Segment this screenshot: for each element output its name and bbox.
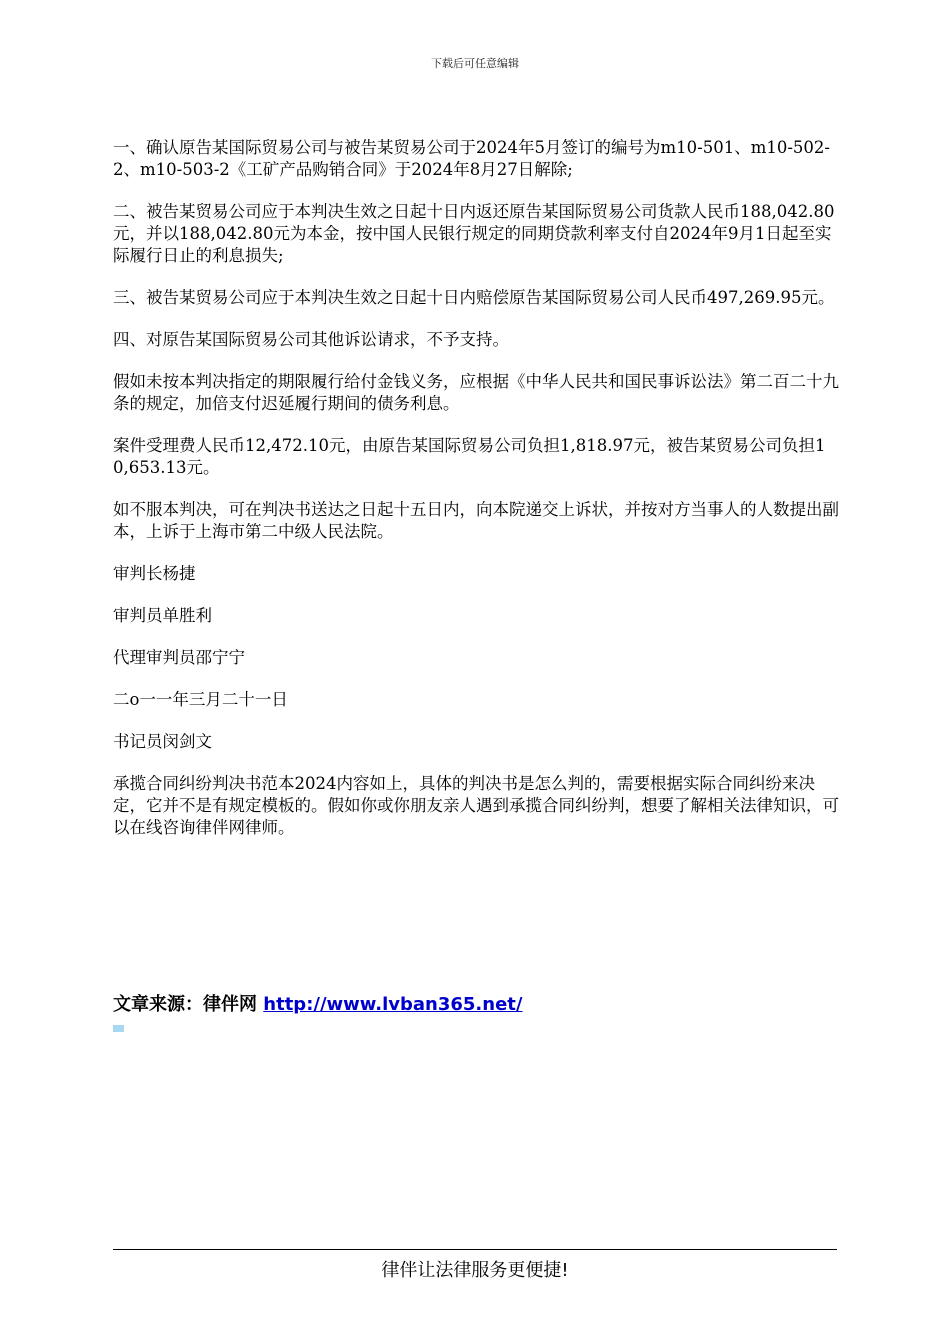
- paragraph-ruling-1: 一、确认原告某国际贸易公司与被告某贸易公司于2024年5月签订的编号为m10-501、m10-502-2、m10-503-2《工矿产品购销合同》于2024年8月27日解除;: [113, 138, 830, 179]
- footer-slogan: 律伴让法律服务更便捷!: [381, 1260, 569, 1281]
- marker-block: [113, 1025, 124, 1032]
- paragraph-summary: 承揽合同纠纷判决书范本2024内容如上，具体的判决书是怎么判的，需要根据实际合同纠纷来决定，它并不是有规定模板的。假如你或你朋友亲人遇到承揽合同纠纷判，想要了解相关法律知识，可以在线咨询律伴网律师。: [113, 774, 839, 837]
- footer-divider: [113, 1249, 837, 1250]
- paragraph-case-fee: 案件受理费人民币12,472.10元，由原告某国际贸易公司负担1,818.97元，被告某贸易公司负担10,653.13元。: [113, 436, 826, 477]
- paragraph-late-interest: 假如未按本判决指定的期限履行给付金钱义务，应根据《中华人民共和国民事诉讼法》第二百二十九条的规定，加倍支付迟延履行期间的债务利息。: [113, 372, 839, 413]
- paragraph-ruling-3: 三、被告某贸易公司应于本判决生效之日起十日内赔偿原告某国际贸易公司人民币497,269.95元。: [113, 288, 835, 307]
- court-clerk: 书记员闵剑文: [113, 732, 212, 751]
- judgment-body: [113, 137, 839, 859]
- article-source: [113, 990, 522, 1016]
- header-note: 下载后可任意编辑: [431, 57, 519, 70]
- paragraph-ruling-2: 二、被告某贸易公司应于本判决生效之日起十日内返还原告某国际贸易公司货款人民币188,042.80元，并以188,042.80元为本金，按中国人民银行规定的同期贷款利率支付自2024年9月1日起至实际履行日止的利息损失;: [113, 202, 835, 265]
- acting-judge: 代理审判员邵宁宁: [113, 648, 245, 667]
- paragraph-ruling-4: 四、对原告某国际贸易公司其他诉讼请求，不予支持。: [113, 330, 509, 349]
- judge: 审判员单胜利: [113, 606, 212, 625]
- presiding-judge: 审判长杨捷: [113, 564, 196, 583]
- judgment-date: 二o一一年三月二十一日: [113, 690, 288, 709]
- paragraph-appeal: 如不服本判决，可在判决书送达之日起十五日内，向本院递交上诉状，并按对方当事人的人数提出副本，上诉于上海市第二中级人民法院。: [113, 500, 839, 541]
- source-link[interactable]: http://www.lvban365.net/: [263, 994, 523, 1015]
- source-label: 文章来源：律伴网: [113, 994, 257, 1015]
